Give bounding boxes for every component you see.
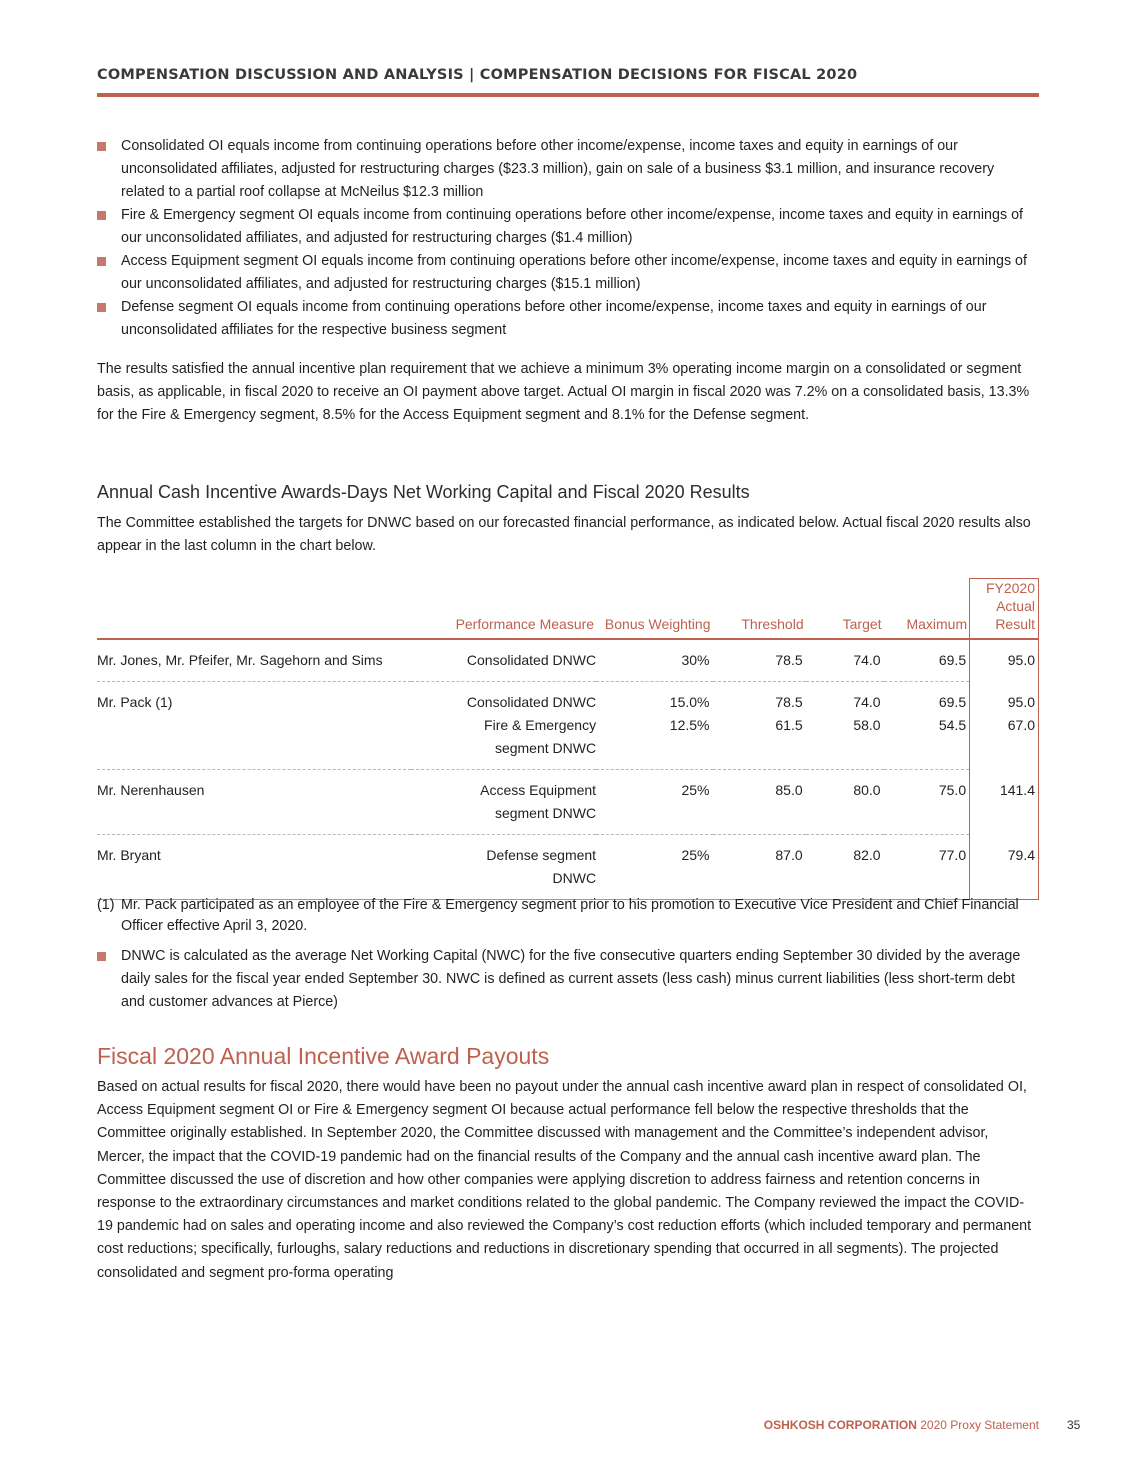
row-measure: Access Equipment: [480, 782, 597, 798]
col-header-target: Target: [842, 616, 882, 632]
row-result: 95.0: [1007, 693, 1035, 710]
row-target: 82.0: [853, 847, 881, 863]
row-maximum: 77.0: [938, 847, 967, 863]
row-threshold: 61.5: [775, 717, 803, 733]
square-bullet-icon: [97, 952, 106, 961]
page-footer: [97, 1418, 1039, 1432]
row-name: Mr. Nerenhausen: [97, 782, 205, 798]
list-item: Fire & Emergency segment OI equals income from continuing operations before other income/expense, income taxes and equity in earnings of our unconsolidated affiliates, and adjusted for restructuring charges ($1.4 million): [97, 204, 1039, 250]
footer-company: OSHKOSH CORPORATION: [763, 1418, 917, 1432]
footnote-text: Mr. Pack participated as an employee of the Fire & Emergency segment prior to his promotion to Executive Vice President and Chief Financial Officer effective April 3, 2020.: [121, 897, 1019, 934]
row-target: 58.0: [853, 717, 881, 733]
square-bullet-icon: [97, 211, 106, 220]
row-weighting: 12.5%: [669, 717, 710, 733]
dnwc-table: [97, 578, 1039, 900]
row-maximum: 69.5: [938, 652, 967, 668]
footnote-mark: (1): [97, 897, 115, 913]
dnwc-definition-list: [97, 945, 1039, 1014]
row-measure: segment DNWC: [494, 740, 597, 756]
row-measure: DNWC: [552, 870, 597, 886]
table-row: [97, 770, 1039, 835]
square-bullet-icon: [97, 257, 106, 266]
table-footnote: [97, 895, 1039, 937]
table-header-row: [97, 579, 1039, 640]
row-threshold: 78.5: [775, 694, 803, 710]
col-header-weighting: Bonus Weighting: [604, 616, 711, 632]
row-measure: segment DNWC: [494, 805, 597, 821]
row-target: 80.0: [853, 782, 881, 798]
results-paragraph: The results satisfied the annual incentive plan requirement that we achieve a minimum 3% operating income margin on a consolidated or segment basis, as applicable, in fiscal 2020 to receive an OI payment above target. Actual OI margin in fiscal 2020 was 7.2% on a consolidated basis, 13.3% for the Fire & Emergency segment, 8.5% for the Access Equipment segment and 8.1% for the Defense segment.: [97, 361, 1030, 424]
row-result: 95.0: [1007, 652, 1035, 668]
row-measure: Fire & Emergency: [484, 717, 597, 733]
table-row: [97, 682, 1039, 770]
dnwc-section-title: Annual Cash Incentive Awards-Days Net Working Capital and Fiscal 2020 Results: [97, 482, 750, 502]
row-threshold: 85.0: [775, 782, 803, 798]
row-result: 79.4: [1007, 846, 1035, 863]
dnwc-intro: The Committee established the targets for DNWC based on our forecasted financial performance, as indicated below. Actual fiscal 2020 results also appear in the last column in the chart below.: [97, 515, 1031, 555]
col-header-result: FY2020 Actual Result: [970, 579, 1039, 640]
row-threshold: 87.0: [775, 847, 803, 863]
list-item: DNWC is calculated as the average Net Working Capital (NWC) for the five consecutive quarters ending September 30 divided by the average daily sales for the fiscal year ended September 30. NWC is defined as current assets (less cash) minus current liabilities (less short-term debt and customer advances at Pierce): [97, 945, 1039, 1014]
payouts-body: Based on actual results for fiscal 2020, there would have been no payout under the annual cash incentive award plan in respect of consolidated OI, Access Equipment segment OI or Fire & Emergency segment OI because actual performance fell below the respective thresholds that the Committee originally established. In September 2020, the Committee discussed with management and the Committee’s independent advisor, Mercer, the impact that the COVID-19 pandemic had on the financial results of the Company and the annual cash incentive award plan. The Committee discussed the use of discretion and how other companies were applying discretion to address fairness and retention concerns in response to the extraordinary circumstances and market conditions related to the global pandemic. The Company reviewed the impact the COVID-19 pandemic had on sales and operating income and also reviewed the Company’s cost reduction efforts (which included temporary and permanent cost reductions; specifically, furloughs, salary reductions and reductions in discretionary spending that occurred in all segments). The projected consolidated and segment pro-forma operating: [97, 1079, 1032, 1281]
row-name: Mr. Bryant: [97, 847, 161, 863]
list-item: Defense segment OI equals income from continuing operations before other income/expense, income taxes and equity in earnings of our unconsolidated affiliates for the respective business segment: [97, 296, 1039, 342]
page-number: 35: [1067, 1418, 1081, 1432]
oi-definition-list: [97, 135, 1039, 342]
col-header-threshold: Threshold: [741, 616, 804, 632]
row-name: Mr. Pack (1): [97, 694, 173, 710]
row-result: 141.4: [999, 781, 1035, 798]
square-bullet-icon: [97, 142, 106, 151]
table-row: [97, 835, 1039, 900]
row-maximum: 54.5: [938, 717, 967, 733]
table-row: [97, 639, 1039, 682]
row-weighting: 30%: [681, 652, 710, 668]
square-bullet-icon: [97, 303, 106, 312]
payouts-section-title: Fiscal 2020 Annual Incentive Award Payouts: [97, 1043, 550, 1069]
list-item: Consolidated OI equals income from continuing operations before other income/expense, income taxes and equity in earnings of our unconsolidated affiliates, adjusted for restructuring charges ($23.3 million), gain on sale of a business $3.1 million, and insurance recovery related to a partial roof collapse at McNeilus $12.3 million: [97, 135, 1039, 204]
row-target: 74.0: [853, 694, 881, 710]
header-rule: [97, 93, 1039, 97]
row-weighting: 25%: [681, 847, 710, 863]
col-header-maximum: Maximum: [906, 616, 968, 632]
row-weighting: 25%: [681, 782, 710, 798]
row-maximum: 69.5: [938, 694, 967, 710]
row-target: 74.0: [853, 652, 881, 668]
list-item: Access Equipment segment OI equals income from continuing operations before other income/expense, income taxes and equity in earnings of our unconsolidated affiliates, and adjusted for restructuring charges ($15.1 million): [97, 250, 1039, 296]
footer-doc: 2020 Proxy Statement: [916, 1418, 1039, 1432]
col-header-measure: Performance Measure: [455, 616, 595, 632]
row-measure: Consolidated DNWC: [466, 652, 597, 668]
row-maximum: 75.0: [938, 782, 967, 798]
row-measure: Defense segment: [486, 847, 597, 863]
page-header-title: COMPENSATION DISCUSSION AND ANALYSIS | COMPENSATION DECISIONS FOR FISCAL 2020: [97, 67, 858, 83]
row-weighting: 15.0%: [669, 694, 710, 710]
row-threshold: 78.5: [775, 652, 803, 668]
row-name: Mr. Jones, Mr. Pfeifer, Mr. Sagehorn and Sims: [97, 652, 383, 668]
row-result: 67.0: [1007, 716, 1035, 733]
row-measure: Consolidated DNWC: [466, 694, 597, 710]
